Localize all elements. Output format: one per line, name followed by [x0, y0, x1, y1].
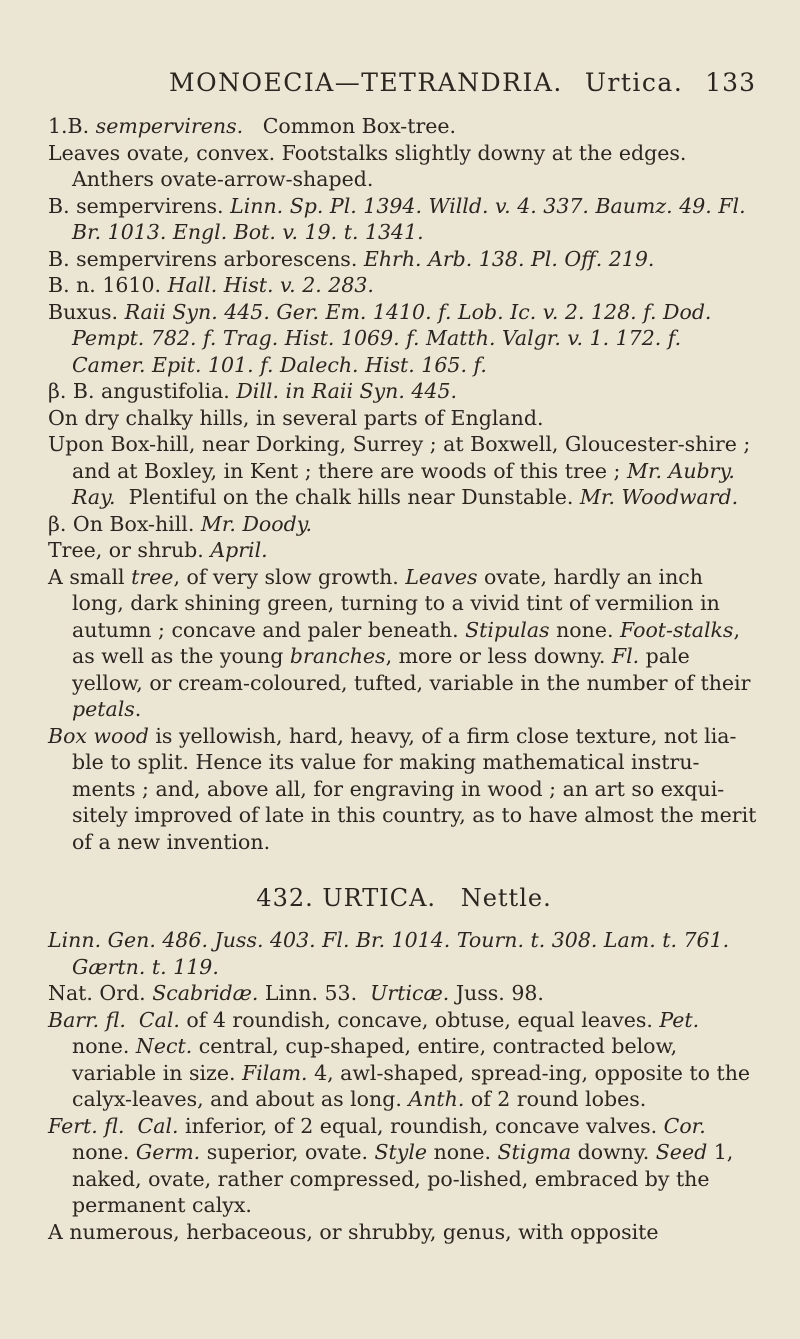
season-text: Tree, or shrub. [48, 538, 204, 562]
species-heading [48, 113, 760, 140]
desc-text: pale yellow, or cream-coloured, tufted, variable in the number of their [72, 644, 751, 695]
desc-term: Stipulas [465, 617, 550, 642]
fert-text: none. [427, 1140, 498, 1164]
fert-term: Cor. [663, 1113, 706, 1138]
genus-header: Urtica. [584, 68, 684, 97]
localities-dunstable: Plentiful on the chalk hills near Dunstable. [128, 485, 574, 509]
boxwood-note [48, 723, 760, 856]
description [48, 564, 760, 723]
boxwood-lead: Box wood [48, 723, 149, 748]
species-common: Common Box-tree. [262, 114, 457, 138]
fert-text: superior, ovate. [200, 1140, 375, 1164]
synonym-refs: Raii Syn. 445. Ger. Em. 1410. f. Lob. Ic. v. 2. 128. f. Dod. Pempt. 782. f. Trag. Hist. 1069. f. Matth. Valgr. v. 1. 172. f. Camer. Epit. 101. f. Dalech. Hist. 165. f. [72, 299, 712, 377]
species-latin: sempervirens. [95, 114, 244, 138]
fert-term: Stigma [497, 1140, 572, 1164]
synonym-name: B. n. 1610. [48, 273, 162, 297]
page-number: 133 [705, 68, 756, 97]
nat-ord-label: Nat. Ord. [48, 981, 146, 1005]
synonym-4 [48, 299, 760, 379]
running-header [48, 68, 760, 97]
natural-order [48, 980, 760, 1007]
beta-locality [48, 511, 760, 538]
source-ray: Ray. [72, 485, 116, 509]
fertile-flower [48, 1113, 760, 1219]
synonym-name: B. sempervirens. [48, 193, 224, 218]
genus-section-title [48, 883, 760, 913]
diagnosis: Leaves ovate, convex. Footstalks slightly downy at the edges. Anthers ovate-arrow-shaped. [48, 140, 687, 191]
barr-term: Anth. [408, 1087, 465, 1111]
barr-term: Pet. [659, 1007, 700, 1032]
beta-text: β. On Box-hill. [48, 511, 195, 536]
desc-term: Fl. [611, 644, 640, 668]
habitat: On dry chalky hills, in several parts of England. [48, 405, 544, 430]
barren-flower [48, 1007, 760, 1113]
running-title: MONOECIA—TETRANDRIA. [168, 68, 563, 97]
desc-text: , of very slow growth. [173, 564, 406, 589]
barr-label: Barr. fl. [48, 1007, 126, 1032]
genus-refs [48, 927, 760, 980]
desc-text: , as well as the young [72, 617, 740, 668]
page-body [48, 113, 760, 1245]
synonym-name: Buxus. [48, 299, 119, 324]
synonym-1 [48, 193, 760, 246]
desc-text: . [134, 697, 142, 721]
desc-term: petals [72, 697, 135, 721]
fert-term: Seed [655, 1140, 708, 1164]
genus-number: 432. [256, 884, 314, 912]
fert-term: Style [374, 1140, 428, 1164]
source-woodward: Mr. Woodward. [579, 485, 739, 509]
fert-text: inferior, of 2 equal, roundish, concave valves. [178, 1113, 664, 1138]
genus-name: URTICA. [322, 884, 437, 912]
fert-term: Cal. [137, 1113, 179, 1138]
barr-text: of 2 round lobes. [464, 1087, 647, 1111]
fert-text: downy. [571, 1140, 656, 1164]
localities-text: Upon Box-hill, near Dorking, Surrey ; at Boxwell, Gloucester-shire ; and at Boxley, in Kent ; there are woods of this tree ; [48, 432, 751, 483]
species-number: 1.B. [48, 114, 90, 138]
nat-ord-juss: Juss. 98. [455, 981, 544, 1005]
barr-term: Filam. [242, 1060, 308, 1085]
boxwood-text: is yellowish, hard, heavy, of a firm close texture, not lia-ble to split. Hence its value for making mathematical instru-ments ; and, above all, for engraving in wood ; an art so exqui-sitely improved of late in this country, as to have almost the merit of a new invention. [72, 723, 757, 854]
synonym-refs: Linn. Sp. Pl. 1394. Willd. v. 4. 337. Baumz. 49. Fl. Br. 1013. Engl. Bot. v. 19. t. 1341. [72, 193, 746, 244]
fert-text: none. [72, 1140, 136, 1164]
synonym-5 [48, 378, 760, 405]
barr-text: none. [72, 1034, 136, 1058]
desc-term: Leaves [405, 564, 478, 589]
nat-ord-urticae: Urticæ. [370, 981, 450, 1005]
genus-common: Nettle. [460, 884, 552, 912]
localities [48, 431, 760, 511]
barr-term: Cal. [138, 1007, 180, 1032]
synonym-name: B. sempervirens arborescens. [48, 246, 358, 271]
nat-ord-order: Scabridæ. [152, 981, 259, 1005]
beta-source: Mr. Doody. [200, 511, 313, 536]
season-month: April. [210, 538, 268, 562]
desc-text: ovate, hardly an inch long, dark shining green, turning to a vivid tint of vermilion in autumn ; concave and paler beneath. [72, 564, 720, 642]
barr-text: of 4 roundish, concave, obtuse, equal leaves. [179, 1007, 660, 1032]
desc-term: branches [289, 644, 386, 668]
season [48, 537, 760, 564]
desc-text: , more or less downy. [385, 644, 612, 668]
fert-term: Germ. [135, 1140, 201, 1164]
synonym-3 [48, 272, 760, 299]
nat-ord-linn: Linn. 53. [264, 981, 358, 1005]
barr-text: central, cup-shaped, entire, contracted below, variable in size. [72, 1034, 678, 1085]
fert-text: 1, naked, ovate, rather compressed, po-lished, embraced by the permanent calyx. [72, 1140, 734, 1217]
synonym-refs: Dill. in Raii Syn. 445. [236, 379, 458, 403]
synonym-refs: Ehrh. Arb. 138. Pl. Off. 219. [363, 246, 655, 271]
barr-term: Nect. [135, 1034, 193, 1058]
closing-line: A numerous, herbaceous, or shrubby, genus, with opposite [48, 1219, 659, 1244]
fert-label: Fert. fl. [48, 1113, 125, 1138]
desc-term: tree [131, 564, 174, 589]
synonym-2 [48, 246, 760, 273]
desc-text: none. [549, 617, 621, 642]
synonym-refs: Hall. Hist. v. 2. 283. [167, 273, 374, 297]
barr-text: 4, awl-shaped, spread-ing, opposite to the calyx-leaves, and about as long. [72, 1060, 751, 1111]
genus-refs-text: Linn. Gen. 486. Juss. 403. Fl. Br. 1014. Tourn. t. 308. Lam. t. 761. Gærtn. t. 119. [48, 928, 730, 979]
source-aubrey: Mr. Aubry. [626, 458, 735, 483]
synonym-name: β. B. angustifolia. [48, 379, 230, 403]
desc-text: A small [48, 564, 132, 589]
desc-term: Foot-stalks [620, 617, 734, 642]
